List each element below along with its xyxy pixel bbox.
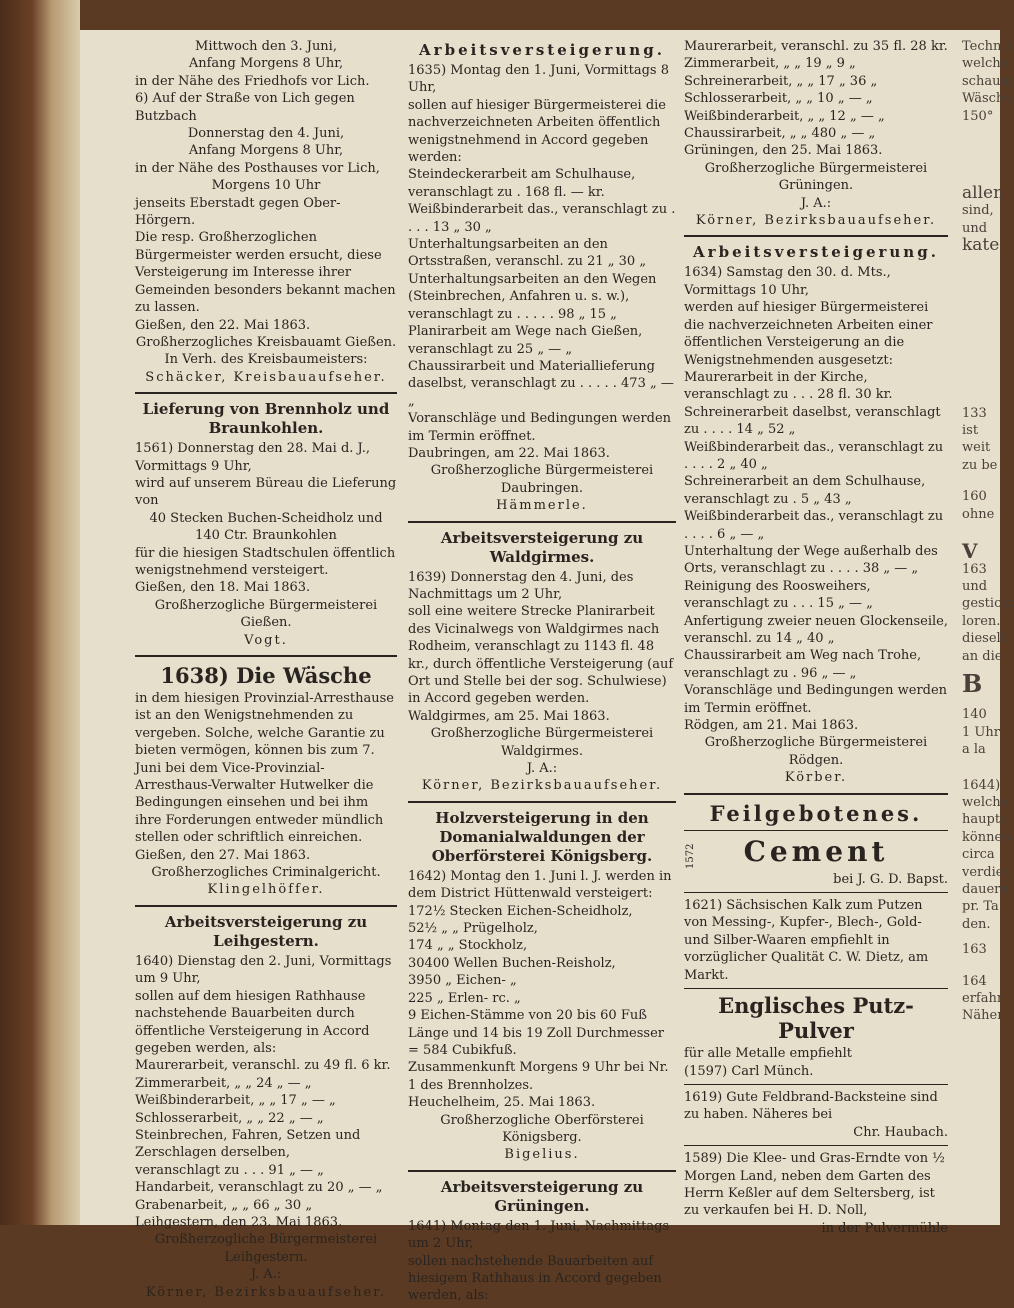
signature: Großherzogliche Oberförsterei Königsberg. — [440, 1112, 644, 1145]
text-line: 140 Ctr. Braunkohlen — [195, 528, 337, 544]
wood-line: 225 „ Erlen- rc. „ — [408, 990, 521, 1006]
text-line: sollen nachstehende Bauarbeiten auf hiesigem Rathhaus in Accord gegeben werden, als: — [408, 1253, 662, 1304]
cost-line: Chaussirarbeit am Weg nach Trohe, veranschlagt zu . 96 „ — „ — [684, 648, 922, 681]
signature: Großherzogliche Bürgermeisterei Waldgirmes. — [430, 726, 654, 759]
cutoff-text: V — [962, 539, 978, 564]
ad-putz-pulver — [684, 993, 948, 1080]
text-line: 1621) Sächsischen Kalk zum Putzen von Messing-, Kupfer-, Blech-, Gold- und Silber-Waaren empfiehlt in vorzüglicher Qualität C. W. Dietz, am Markt. — [684, 898, 929, 983]
text-line: soll eine weitere Strecke Planirarbeit des Vicinalwegs von Waldgirmes nach Rodheim, veranschlagt zu 1143 fl. 48 kr., durch öffentliche Versteigerung (auf Ort und Stelle bei der sog. Schulwiese) in Accord gegeben werden. — [408, 604, 674, 707]
cutoff-text: loren. — [962, 613, 1001, 629]
cutoff-text: B — [962, 668, 983, 698]
text-line: 1561) Donnerstag den 28. Mai d. J., Vormittags 9 Uhr, — [135, 441, 371, 474]
divider — [684, 830, 948, 831]
divider — [684, 988, 948, 989]
text-line: 1640) Dienstag den 2. Juni, Vormittags um 9 Uhr, — [135, 953, 392, 987]
cost-line: Weißbinderarbeit, „ „ 17 „ — „ — [135, 1093, 336, 1109]
text-line: 9 Eichen-Stämme von 20 bis 60 Fuß Länge und 14 bis 19 Zoll Durchmesser = 584 Cubikfuß. — [408, 1008, 664, 1058]
cost-line: Schreinerarbeit daselbst, veranschlagt zu . . . . 14 „ 52 „ — [684, 404, 941, 438]
cost-line: Steindeckerarbeit am Schulhause, veranschlagt zu . 168 fl. — kr. — [408, 167, 636, 200]
signature: Körber. — [784, 770, 848, 786]
text-line: 1619) Gute Feldbrand-Backsteine sind zu haben. Näheres bei — [684, 1089, 938, 1123]
text-line: wird auf unserem Büreau die Lieferung von — [135, 475, 397, 509]
cutoff-text: können — [962, 829, 1011, 845]
cutoff-text: circa — [962, 847, 995, 863]
cost-line: Reinigung des Roosweihers, veranschlagt zu . . . 15 „ — „ — [684, 578, 873, 612]
notice-heading: Arbeitsversteigerung. — [419, 41, 665, 59]
book-binding — [0, 0, 80, 1225]
cutoff-text: 140 — [962, 707, 987, 723]
cost-line: Anfertigung zweier neuen Glockenseile, veranschl. zu 14 „ 40 „ — [684, 613, 948, 646]
wood-line: 3950 „ Eichen- „ — [408, 973, 517, 989]
signature: Hämmerle. — [496, 498, 588, 514]
cutoff-text: dieselb — [962, 631, 1010, 647]
cutoff-text: welche — [962, 56, 1009, 72]
signature: J. A.: — [250, 1267, 282, 1283]
divider — [135, 655, 397, 657]
cutoff-text: erfahr — [962, 991, 1004, 1007]
divider — [408, 1170, 676, 1172]
cutoff-text: an die — [962, 648, 1003, 664]
cost-line: veranschlagt zu . . . 91 „ — „ — [135, 1162, 324, 1178]
notice-heading: Arbeitsversteigerung zu Leihgestern. — [164, 912, 368, 950]
signature: Großherzogliche Bürgermeisterei Leihgestern. — [154, 1232, 378, 1265]
column-1 — [135, 38, 397, 1304]
wood-line: 52½ „ „ Prügelholz, — [408, 921, 538, 937]
signature: Bigelius. — [504, 1147, 580, 1163]
signature: Klingelhöffer. — [207, 882, 325, 898]
cutoff-text: pr. Ta — [962, 899, 999, 915]
cutoff-text: 163 — [962, 561, 987, 577]
notice-brennholz — [135, 400, 397, 649]
notice-waldgirmes — [408, 529, 676, 795]
text-line: 1635) Montag den 1. Juni, Vormittags 8 Uhr, — [408, 63, 669, 96]
divider — [408, 521, 676, 523]
cost-line: Weißbinderarbeit das., veranschlagt zu . . . . 6 „ — „ — [684, 509, 944, 542]
wood-line: 30400 Wellen Buchen-Reisholz, — [408, 955, 616, 971]
ad-number: 1572 — [685, 843, 696, 869]
divider — [684, 793, 948, 795]
cutoff-text: allen — [962, 183, 1005, 204]
text-line: Morgens 10 Uhr — [211, 178, 321, 194]
cutoff-text: welche — [962, 794, 1009, 810]
notice-koenigsberg — [408, 809, 676, 1164]
cutoff-text: gestickt — [962, 596, 1014, 612]
text-line: in der Nähe des Friedhofs vor Lich. — [135, 73, 370, 89]
cost-line: Schlosserarbeit, „ „ 22 „ — „ — [135, 1110, 324, 1126]
text-line: jenseits Eberstadt gegen Ober-Hörgern. — [135, 195, 341, 229]
text-line: Anfang Morgens 8 Uhr, — [188, 143, 344, 159]
signature: Großherzogliche Bürgermeisterei Daubringen. — [430, 463, 654, 496]
text-line: 1589) Die Klee- und Gras-Erndte von ½ Morgen Land, neben dem Garten des Herrn Keßler auf dem Seltersberg, ist zu verkaufen bei H. D. Noll, — [684, 1151, 945, 1219]
divider — [684, 1145, 948, 1146]
text-line: Voranschläge und Bedingungen werden im Termin eröffnet. — [408, 411, 672, 444]
text-line: Voranschläge und Bedingungen werden im Termin eröffnet. — [684, 683, 948, 716]
text-line: Zusammenkunft Morgens 9 Uhr bei Nr. 1 des Brennholzes. — [408, 1060, 669, 1093]
notice-grueningen — [408, 1178, 676, 1305]
ad-backsteine — [684, 1089, 948, 1141]
cutoff-text: a la — [962, 742, 986, 758]
cost-line: Weißbinderarbeit das., veranschlagt zu . . . . 2 „ 40 „ — [684, 439, 944, 472]
cutoff-text: verdien — [962, 864, 1012, 880]
cutoff-text: kate — [962, 235, 1000, 256]
wood-line: 172½ Stecken Eichen-Scheidholz, — [408, 903, 633, 919]
text-line: Mittwoch den 3. Juni, — [195, 39, 337, 54]
cutoff-text: 164 — [962, 973, 987, 989]
signature: In Verh. des Kreisbaumeisters: — [164, 352, 368, 368]
signature: Körner, Bezirksbauaufseher. — [421, 778, 663, 794]
cost-line: Maurerarbeit, veranschl. zu 49 fl. 6 kr. — [135, 1058, 391, 1074]
cost-line: Unterhaltungsarbeiten an den Ortsstraßen, veranschl. zu 21 „ 30 „ — [408, 237, 647, 270]
cost-line: Steinbrechen, Fahren, Setzen und Zerschlagen derselben, — [135, 1127, 361, 1161]
notice-heading: Holzversteigerung in den Domanialwaldungen der Oberförsterei Königsberg. — [431, 808, 653, 865]
ad-vendor: bei J. G. D. Bapst. — [833, 871, 948, 887]
cutoff-text: und — [962, 220, 988, 236]
signature: Großherzogliche Bürgermeisterei Grüningen. — [704, 160, 928, 194]
date-line: Daubringen, am 22. Mai 1863. — [408, 445, 610, 461]
divider — [135, 392, 397, 394]
cost-line: Grabenarbeit, „ „ 66 „ 30 „ — [135, 1197, 313, 1213]
cutoff-text: und — [962, 578, 988, 594]
notice-grueningen-continued — [684, 38, 948, 229]
text-line: Donnerstag den 4. Juni, — [187, 126, 345, 142]
text-line: sollen auf hiesiger Bürgermeisterei die nachverzeichneten Arbeiten öffentlich wenigstnehmend in Accord gegeben werden: — [408, 97, 667, 166]
signature: Schäcker, Kreisbauaufseher. — [145, 369, 387, 385]
notice-heading: Lieferung von Brennholz und Braunkohlen. — [142, 400, 390, 438]
date-line: Leihgestern, den 23. Mai 1863. — [135, 1214, 343, 1230]
cost-line: Handarbeit, veranschlagt zu 20 „ — „ — [135, 1180, 383, 1196]
cost-line: Maurerarbeit in der Kirche, veranschlagt zu . . . 28 fl. 30 kr. — [684, 369, 893, 403]
cost-line: Zimmerarbeit, „ „ 19 „ 9 „ — [684, 56, 856, 72]
cutoff-text: 150° — [962, 108, 994, 124]
signature: J. A.: — [800, 195, 832, 211]
cutoff-text: Wäsche — [962, 91, 1013, 107]
ad-cement — [684, 835, 948, 888]
ad-vendor: in der Pulvermühle — [821, 1220, 948, 1236]
cost-line: Zimmerarbeit, „ „ 24 „ — „ — [135, 1075, 312, 1091]
cost-line: Schreinerarbeit an dem Schulhause, veranschlagt zu . 5 „ 43 „ — [684, 474, 926, 507]
date-line: Rödgen, am 21. Mai 1863. — [684, 718, 859, 734]
text-line: in der Nähe des Posthauses vor Lich, — [135, 160, 380, 176]
cutoff-text: 163 — [962, 942, 987, 958]
notice-roedgen — [684, 243, 948, 786]
date-line: Gießen, den 22. Mai 1863. — [135, 317, 311, 333]
cutoff-text: Technik — [962, 39, 1014, 54]
cutoff-text: 133 — [962, 405, 987, 421]
date-line: Gießen, den 18. Mai 1863. — [135, 580, 311, 596]
date-line: Waldgirmes, am 25. Mai 1863. — [408, 708, 610, 724]
date-line: Grüningen, den 25. Mai 1863. — [684, 143, 883, 159]
cost-line: Weißbinderarbeit, „ „ 12 „ — „ — [684, 108, 885, 124]
text-line: 6) Auf der Straße von Lich gegen Butzbach — [135, 91, 355, 124]
cutoff-text: 160 — [962, 489, 987, 505]
notice-heading: Arbeitsversteigerung. — [693, 243, 939, 262]
divider — [684, 892, 948, 893]
cost-line: Planirarbeit am Wege nach Gießen, veranschlagt zu 25 „ — „ — [408, 324, 643, 357]
ad-kalk — [684, 897, 948, 984]
text-line: Die resp. Großherzoglichen Bürgermeister werden ersucht, diese Versteigerung im Interesse ihrer Gemeinden besonders bekannt machen zu lassen. — [135, 230, 396, 316]
signature: Großherzogliches Criminalgericht. — [151, 865, 381, 881]
cutoff-text: 1644) — [962, 777, 1001, 793]
text-line: in dem hiesigen Provinzial-Arresthause ist an den Wenigstnehmenden zu vergeben. Solche, welche Garantie zu bieten vermögen, können bis zum 7. Juni bei dem Vice-Provinzial-Arresthaus-Verwalter Hutwelker die Bedingungen einsehen und bei ihm ihre Forderungen entweder mündlich stellen oder schriftlich einreichen. — [135, 691, 394, 846]
notice-daubringen — [408, 41, 676, 515]
text-line: 1634) Samstag den 30. d. Mts., Vormittags 10 Uhr, — [684, 265, 891, 298]
section-heading-feilgebotenes: Feilgebotenes. — [709, 800, 923, 826]
ad-klee-erndte — [684, 1150, 948, 1237]
notice-heading: Arbeitsversteigerung zu Grüningen. — [440, 1177, 644, 1215]
text-line: für die hiesigen Stadtschulen öffentlich wenigstnehmend versteigert. — [135, 545, 396, 578]
date-line: Heuchelheim, 25. Mai 1863. — [408, 1095, 596, 1111]
cost-line: Unterhaltung der Wege außerhalb des Orts, veranschlagt zu . . . . 38 „ — „ — [684, 543, 938, 577]
cost-line: Schreinerarbeit, „ „ 17 „ 36 „ — [684, 73, 878, 89]
column-2 — [408, 38, 676, 1308]
text-line: werden auf hiesiger Bürgermeisterei die nachverzeichneten Arbeiten einer öffentlichen Versteigerung an die Wenigstnehmenden ausgesetzt: — [684, 300, 933, 368]
ad-vendor: (1597) Carl Münch. — [684, 1063, 814, 1079]
cutoff-text: 1 Uhr — [962, 724, 1000, 740]
ad-vendor: Chr. Haubach. — [853, 1124, 948, 1140]
cutoff-text: den. — [962, 916, 991, 932]
cutoff-text: sind, — [962, 203, 994, 219]
cutoff-text: weit — [962, 440, 991, 456]
divider — [684, 235, 948, 237]
divider — [684, 1084, 948, 1085]
cost-line: Maurerarbeit, veranschl. zu 35 fl. 28 kr. — [684, 39, 948, 54]
signature: Großherzogliches Kreisbauamt Gießen. — [135, 334, 397, 350]
cost-line: Schlosserarbeit, „ „ 10 „ — „ — [684, 91, 873, 107]
column-4-cutoff — [962, 38, 1014, 1025]
text-line: sollen auf dem hiesigen Rathhause nachstehende Bauarbeiten durch öffentliche Versteigerung in Accord gegeben werden, als: — [135, 988, 370, 1056]
signature: Großherzogliche Bürgermeisterei Rödgen. — [704, 735, 928, 768]
text-line: für alle Metalle empfiehlt — [684, 1046, 853, 1062]
cost-line: Unterhaltungsarbeiten an den Wegen (Steinbrechen, Anfahren u. s. w.), veranschlagt zu . . . . . 98 „ 15 „ — [408, 271, 657, 322]
text-line: 1641) Montag den 1. Juni, Nachmittags um 2 Uhr, — [408, 1218, 670, 1252]
cutoff-text: schaum — [962, 73, 1013, 89]
cutoff-text: haupts — [962, 812, 1007, 828]
cost-line: Chaussirarbeit und Materiallieferung daselbst, veranschlagt zu . . . . . 473 „ — „ — [408, 358, 674, 409]
signature: Großherzogliche Bürgermeisterei Gießen. — [154, 597, 378, 631]
date-line: Gießen, den 27. Mai 1863. — [135, 847, 311, 863]
ad-heading: Cement — [743, 834, 889, 868]
signature: J. A.: — [526, 761, 558, 777]
cutoff-text: ohne — [962, 506, 995, 522]
cost-line: Weißbinderarbeit das., veranschlagt zu . . . . 13 „ 30 „ — [408, 202, 676, 235]
text-line: 1642) Montag den 1. Juni l. J. werden in dem District Hüttenwald versteigert: — [408, 868, 672, 902]
signature: Körner, Bezirksbauaufseher. — [145, 1284, 387, 1300]
text-line: 40 Stecken Buchen-Scheidholz und — [149, 510, 383, 526]
ad-heading: Englisches Putz-Pulver — [718, 993, 914, 1044]
signature: Vogt. — [244, 632, 288, 648]
divider — [408, 801, 676, 803]
signature: Körner, Bezirksbauaufseher. — [695, 213, 937, 229]
notice-heading: 1638) Die Wäsche — [160, 663, 372, 688]
notice-continuation — [135, 38, 397, 386]
column-3 — [684, 38, 948, 1240]
cutoff-text: zu be — [962, 457, 998, 473]
cutoff-text: ist — [962, 423, 979, 439]
wood-line: 174 „ „ Stockholz, — [408, 938, 528, 954]
cutoff-text: Näher — [962, 1008, 1004, 1024]
text-line: 1639) Donnerstag den 4. Juni, des Nachmittags um 2 Uhr, — [408, 569, 634, 602]
text-line: Anfang Morgens 8 Uhr, — [188, 56, 344, 72]
cutoff-text: dauern — [962, 882, 1009, 897]
notice-leihgestern — [135, 913, 397, 1301]
notice-heading: Arbeitsversteigerung zu Waldgirmes. — [440, 528, 644, 566]
notice-waesche — [135, 663, 397, 899]
cost-line: Chaussirarbeit, „ „ 480 „ — „ — [684, 126, 876, 142]
divider — [135, 905, 397, 907]
